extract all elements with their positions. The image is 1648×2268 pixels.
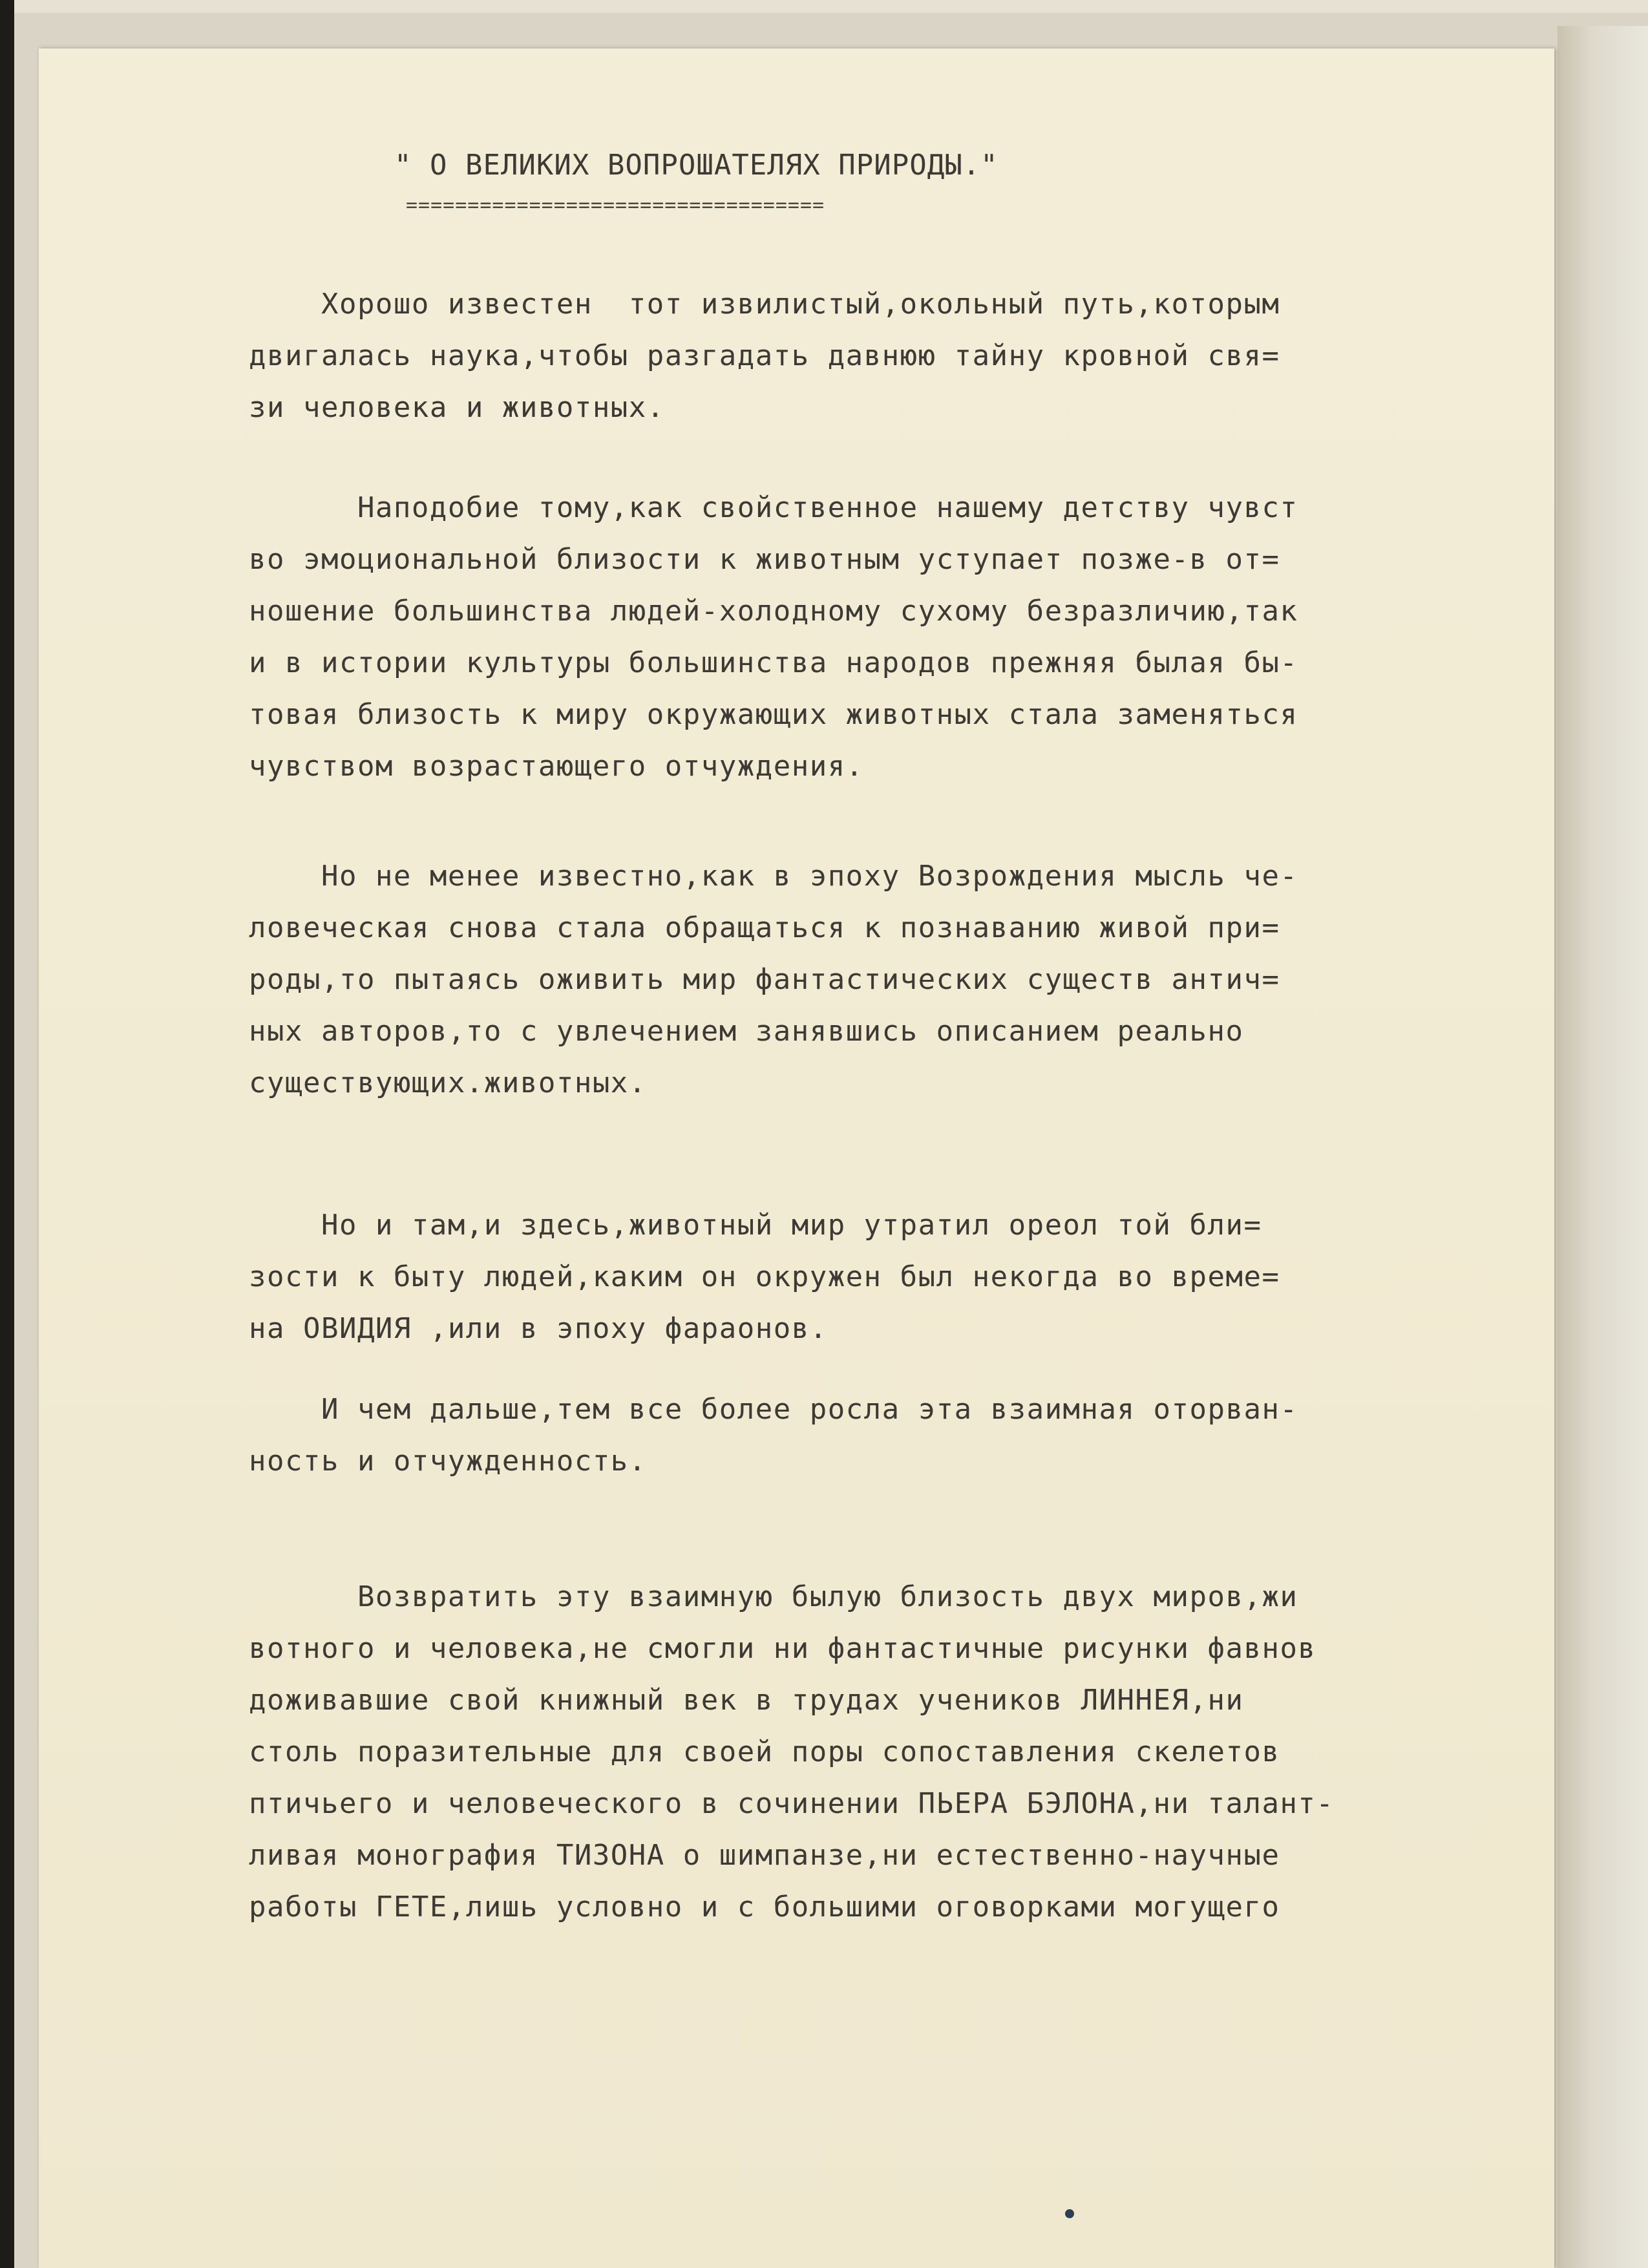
text-line: ловеческая снова стала обращаться к познаванию живой при=	[249, 911, 1280, 944]
text-line: птичьего и человеческого в сочинении ПЬЕРА БЭЛОНА,ни талант-	[249, 1787, 1335, 1820]
text-line: Хорошо известен тот извилистый,окольный путь,которым	[249, 288, 1280, 321]
text-line: Но и там,и здесь,животный мир утратил ореол той бли=	[249, 1209, 1262, 1242]
text-line: чувством возрастающего отчуждения.	[249, 750, 864, 783]
text-line: Возвратить эту взаимную былую близость двух миров,жи	[249, 1580, 1298, 1613]
text-line: доживавшие свой книжный век в трудах учеников ЛИННЕЯ,ни	[249, 1684, 1244, 1717]
text-line: столь поразительные для своей поры сопоставления скелетов	[249, 1735, 1280, 1768]
text-line: работы ГЕТЕ,лишь условно и с большими оговорками могущего	[249, 1891, 1280, 1924]
text-line: ношение большинства людей-холодному сухому безразличию,так	[249, 595, 1298, 628]
text-line: вотного и человека,не смогли ни фантастичные рисунки фавнов	[249, 1632, 1316, 1665]
text-line: зи человека и животных.	[249, 391, 665, 424]
text-line: на ОВИДИЯ ,или в эпоху фараонов.	[249, 1312, 828, 1345]
text-line: ливая монография ТИЗОНА о шимпанзе,ни естественно-научные	[249, 1839, 1280, 1872]
text-line: Но не менее известно,как в эпоху Возрождения мысль че-	[249, 860, 1298, 893]
text-line: И чем дальше,тем все более росла эта взаимная оторван-	[249, 1393, 1298, 1426]
document-title: " О ВЕЛИКИХ ВОПРОШАТЕЛЯХ ПРИРОДЫ."	[394, 149, 998, 182]
text-line: зости к быту людей,каким он окружен был некогда во време=	[249, 1260, 1280, 1293]
text-line: товая близость к миру окружающих животных стала заменяться	[249, 698, 1298, 731]
ink-spot	[1065, 2209, 1074, 2218]
text-line: ность и отчужденность.	[249, 1445, 647, 1478]
text-line: во эмоциональной близости к животным уступает позже-в от=	[249, 543, 1280, 576]
text-line: двигалась наука,чтобы разгадать давнюю тайну кровной свя=	[249, 339, 1280, 372]
text-line: роды,то пытаясь оживить мир фантастических существ антич=	[249, 963, 1280, 996]
text-line: Наподобие тому,как свойственное нашему детству чувст	[249, 491, 1298, 524]
text-line: и в истории культуры большинства народов прежняя былая бы-	[249, 646, 1298, 679]
text-line: существующих.животных.	[249, 1066, 647, 1099]
text-line: ных авторов,то с увлечением занявшись описанием реально	[249, 1015, 1244, 1048]
title-underline: ==================================	[406, 194, 825, 217]
